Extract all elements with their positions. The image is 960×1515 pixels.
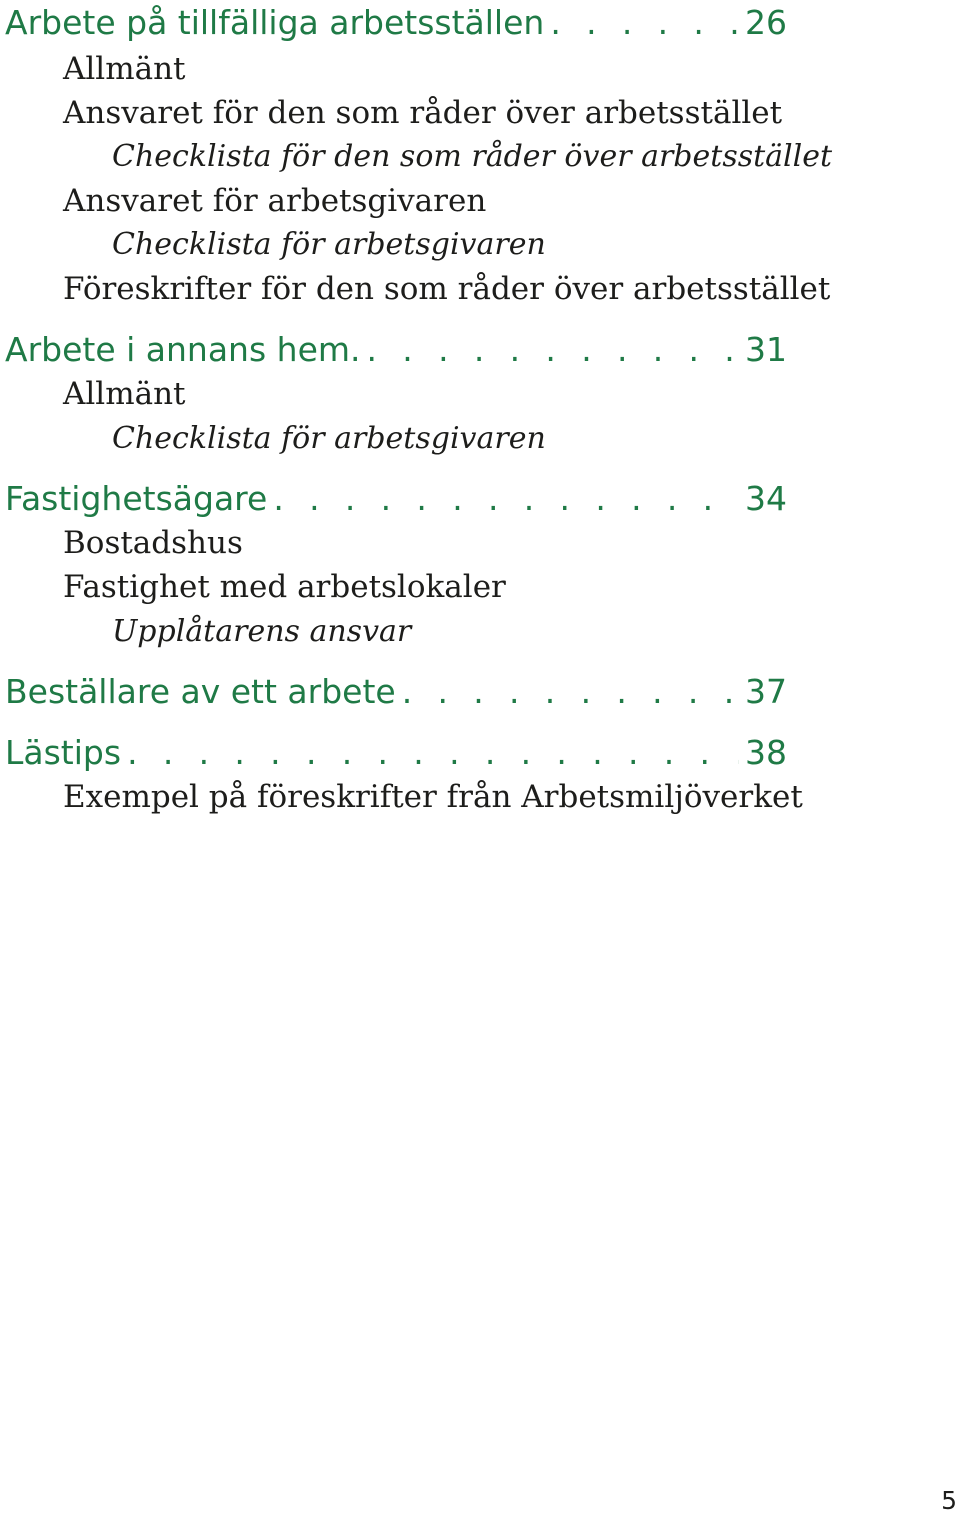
toc-entry-title: Fastighetsägare <box>5 479 268 518</box>
toc-entry-arbete-pa-tillfalliga-arbetsstallen[interactable] <box>5 3 787 42</box>
toc-entry-page: 26 <box>745 3 787 42</box>
toc-subentry-allmant[interactable]: Allmänt <box>63 376 186 412</box>
page-number: 5 <box>941 1486 957 1515</box>
toc-entry-page: 31 <box>745 330 787 369</box>
toc-entry-page: 37 <box>745 672 787 711</box>
toc-entry-page: 34 <box>745 479 787 518</box>
toc-subentry-exempel-pa-foreskrifter[interactable]: Exempel på föreskrifter från Arbetsmiljöverket <box>63 779 803 815</box>
toc-entry-title: Arbete på tillfälliga arbetsställen <box>5 3 545 42</box>
toc-subentry-ansvaret-for-den-som-rader[interactable]: Ansvaret för den som råder över arbetsstället <box>63 95 783 131</box>
toc-subentry-allmant[interactable]: Allmänt <box>63 51 186 87</box>
toc-entry-bestallare-av-ett-arbete[interactable] <box>5 672 787 711</box>
toc-entry-title: Lästips <box>5 733 122 772</box>
toc-checklist-arbetsgivaren[interactable]: Checklista för arbetsgivaren <box>112 227 546 262</box>
toc-entry-page: 38 <box>745 733 787 772</box>
toc-subentry-bostadshus[interactable]: Bostadshus <box>63 525 243 561</box>
toc-checklist-arbetsgivaren[interactable]: Checklista för arbetsgivaren <box>112 421 546 456</box>
toc-entry-title: Arbete i annans hem. <box>5 330 361 369</box>
toc-subentry-ansvaret-for-arbetsgivaren[interactable]: Ansvaret för arbetsgivaren <box>63 183 487 219</box>
toc-subentry-foreskrifter[interactable]: Föreskrifter för den som råder över arbetsstället <box>63 271 831 307</box>
toc-entry-fastighetsagare[interactable] <box>5 479 787 518</box>
toc-subentry-upplatarens-ansvar[interactable]: Upplåtarens ansvar <box>112 614 412 649</box>
dot-leader <box>402 675 739 708</box>
toc-entry-title: Beställare av ett arbete <box>5 672 396 711</box>
dot-leader <box>550 6 739 39</box>
dot-leader <box>273 482 739 515</box>
dot-leader <box>127 736 739 769</box>
toc-checklist-den-som-rader[interactable]: Checklista för den som råder över arbetsstället <box>112 139 833 174</box>
toc-entry-lastips[interactable] <box>5 733 787 772</box>
toc-entry-arbete-i-annans-hem[interactable] <box>5 330 787 369</box>
dot-leader <box>367 333 739 366</box>
toc-subentry-fastighet-med-arbetslokaler[interactable]: Fastighet med arbetslokaler <box>63 569 506 605</box>
